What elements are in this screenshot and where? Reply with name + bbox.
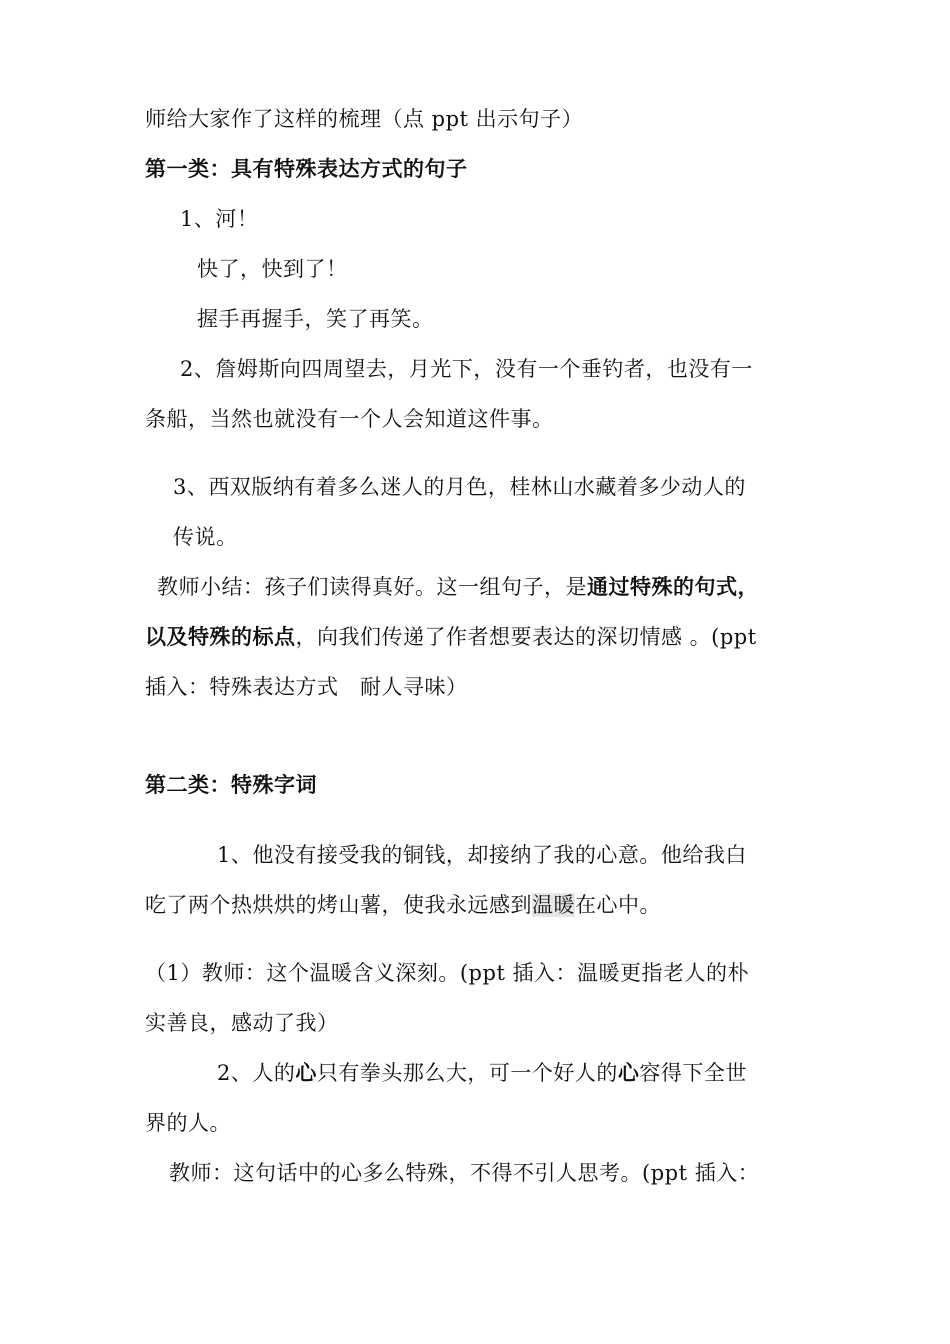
bold-heart-word-1: 心 bbox=[295, 1060, 317, 1085]
highlighted-word: 温暖 bbox=[532, 893, 575, 917]
word-sentence-2-text-a: 2、人的 bbox=[217, 1061, 296, 1085]
word-sentence-2-line-2: 界的人。 bbox=[145, 1111, 231, 1135]
sentence-1-line-1: 1、河！ bbox=[180, 207, 259, 231]
summary-text-2: ，向我们传递了作者想要表达的深切情感 。(ppt bbox=[295, 625, 757, 649]
word-sentence-1-line-2 bbox=[145, 892, 661, 918]
summary-text: 教师小结：孩子们读得真好。这一组句子，是 bbox=[157, 575, 587, 599]
sentence-3-line-1: 3、西双版纳有着多么迷人的月色，桂林山水藏着多少动人的 bbox=[173, 475, 746, 499]
teacher-note-1-line-2: 实善良，感动了我） bbox=[145, 1011, 339, 1035]
bold-heart-word-2: 心 bbox=[617, 1060, 640, 1085]
sentence-2-line-1: 2、詹姆斯向四周望去，月光下，没有一个垂钓者，也没有一 bbox=[180, 357, 753, 381]
word-sentence-text: 吃了两个热烘烘的烤山薯，使我永远感到 bbox=[145, 893, 532, 917]
teacher-note-2: 教师：这句话中的心多么特殊，不得不引人思考。(ppt 插入： bbox=[169, 1161, 760, 1185]
sentence-1-line-2: 快了，快到了！ bbox=[197, 257, 348, 281]
category-one-heading: 第一类：具有特殊表达方式的句子 bbox=[145, 156, 468, 181]
sentence-3-line-2: 传说。 bbox=[173, 525, 238, 549]
word-sentence-2-line-1 bbox=[217, 1060, 747, 1086]
summary-bold-text: 通过特殊的句式， bbox=[587, 574, 759, 599]
word-sentence-2-text-c: 只有拳头那么大，可一个好人的 bbox=[316, 1061, 618, 1085]
teacher-summary-line-1 bbox=[157, 574, 759, 600]
teacher-note-1-line-1: （1）教师：这个温暖含义深刻。(ppt 插入：温暖更指老人的朴 bbox=[145, 961, 750, 985]
word-sentence-2-text-e: 容得下全世 bbox=[639, 1061, 747, 1085]
category-two-heading: 第二类：特殊字词 bbox=[145, 772, 317, 797]
word-sentence-1-line-1: 1、他没有接受我的铜钱，却接纳了我的心意。他给我白 bbox=[217, 843, 747, 867]
teacher-summary-line-2 bbox=[145, 624, 757, 650]
intro-line: 师给大家作了这样的梳理（点 ppt 出示句子） bbox=[145, 107, 584, 131]
word-sentence-text-end: 在心中。 bbox=[575, 893, 661, 917]
teacher-summary-line-3: 插入：特殊表达方式 耐人寻味） bbox=[145, 675, 468, 699]
summary-bold-text-2: 以及特殊的标点 bbox=[145, 624, 296, 649]
sentence-2-line-2: 条船，当然也就没有一个人会知道这件事。 bbox=[145, 407, 554, 431]
sentence-1-line-3: 握手再握手，笑了再笑。 bbox=[197, 307, 434, 331]
